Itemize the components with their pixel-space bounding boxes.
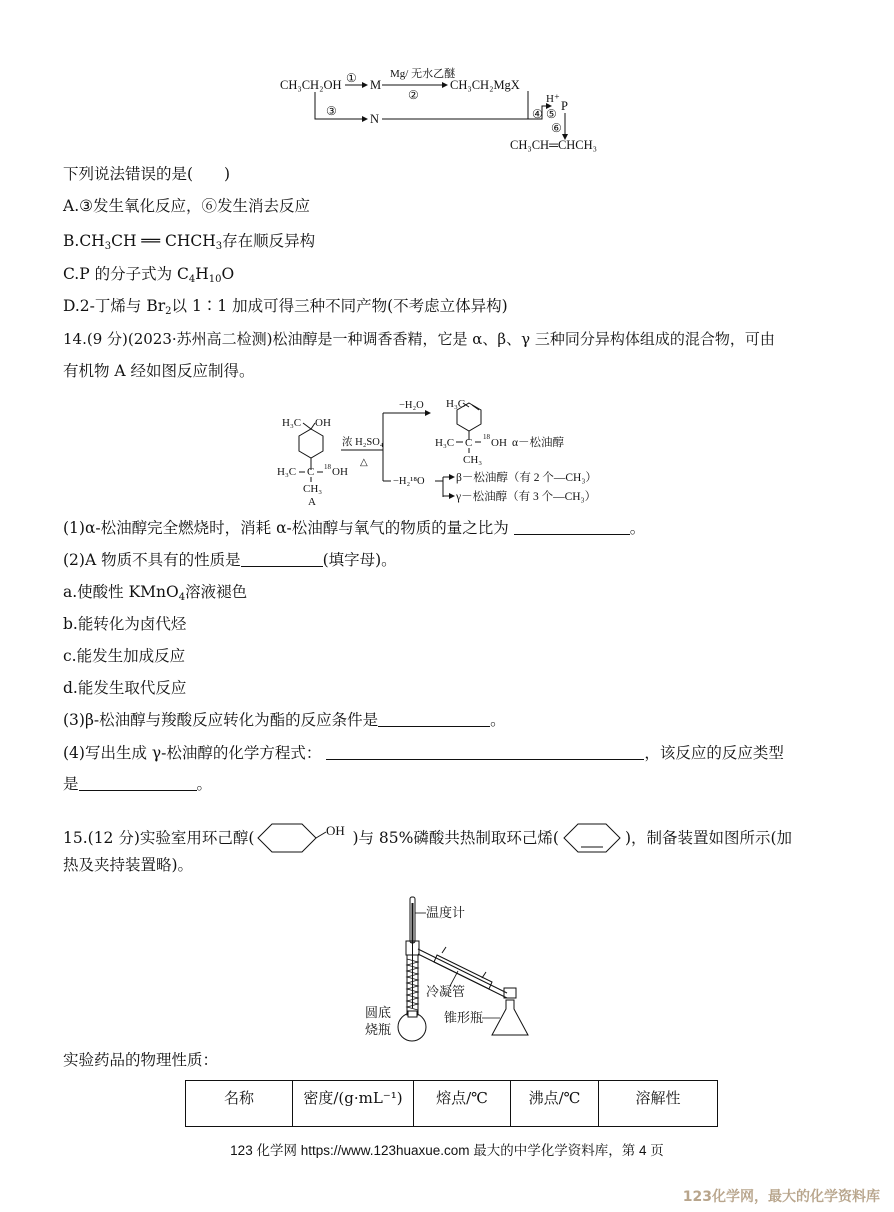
beta-terpineol-label: β－松油醇（有 2 个—CH₃） (456, 472, 597, 484)
page-footer: 123 化学网 https://www.123huaxue.com 最大的中学化学资料库，第 4 页 (230, 1143, 664, 1158)
answer-blank-2[interactable] (241, 550, 323, 567)
svg-text:OH: OH (491, 437, 507, 449)
answer-blank-3[interactable] (378, 710, 490, 727)
step-4-label: ④ (532, 107, 543, 121)
cyclohexanol-structure (254, 821, 352, 855)
alpha-terpineol-label: α－松油醇 (512, 437, 565, 449)
grignard-reagent-condition: Mg/ 无水乙醚 (390, 68, 456, 80)
step-6-label: ⑥ (551, 121, 562, 135)
q13-option-d: D.2-丁烯与 $Br_2$以 1∶1 加成可得三种不同产物(不考虑立体异构) (63, 297, 508, 317)
q13-option-b: $B.CH_3CH$ ══ $CHCH_3$存在顺反异构 (63, 232, 316, 252)
q14-part3: (3)β-松油醇与羧酸反应转化为酯的反应条件是 。 (63, 711, 506, 729)
answer-blank-4[interactable] (326, 743, 644, 760)
compound-A-label: A (308, 496, 316, 508)
step-5-label: ⑤ (546, 107, 557, 121)
q14-part2: (2)A 物质不具有的性质是 (填字母)。 (63, 551, 397, 569)
col-header-name: 名称 (186, 1081, 293, 1127)
col-header-boiling-point: 沸点/℃ (511, 1081, 599, 1127)
q13-prompt: 下列说法错误的是( ) (63, 165, 231, 183)
physical-properties-table (185, 1080, 718, 1127)
q13-option-c: C.P 的分子式为 $C_4H_{10}O$ (63, 265, 235, 285)
q14-stem-line2: 有机物 A 经如图反应制得。 (63, 362, 255, 380)
reaction-scheme-13 (270, 66, 630, 156)
q14-part4: (4)写出生成 γ-松油醇的化学方程式： ，该反应的反应类型 (63, 744, 784, 762)
svg-text:H₃C: H₃C (446, 398, 466, 410)
svg-text:H₃C: H₃C (277, 466, 297, 478)
svg-text:−H₂O: −H₂O (399, 400, 424, 411)
product-2-butene: CH₃CH═CHCH₃ (510, 138, 598, 152)
q15-stem-line1: 15.(12 分)实验室用环己醇( OH )与 85%磷酸共热制取环己烯( )，制备装置如图所示(加 (63, 821, 792, 855)
intermediate-P: P (561, 99, 568, 113)
label-thermometer: 温度计 (426, 905, 466, 920)
condition-conc-h2so4: 浓 H₂SO₄ (342, 437, 384, 448)
svg-text:H₃C: H₃C (282, 417, 302, 429)
label-flask-1: 圆底 (365, 1005, 392, 1020)
q14-option-d: d.能发生取代反应 (63, 679, 187, 697)
acid-condition: H⁺ (546, 93, 560, 105)
svg-text:OH: OH (326, 823, 346, 838)
gamma-terpineol-label: γ－松油醇（有 3 个—CH₃） (456, 491, 597, 503)
props-table-title: 实验药品的物理性质： (63, 1051, 219, 1069)
label-condenser: 冷凝管 (426, 984, 466, 999)
svg-text:CH₃: CH₃ (463, 454, 483, 466)
intermediate-M: M (370, 78, 382, 92)
step-1-label: ① (346, 71, 357, 85)
q14-option-a: a.使酸性 KMnO$_4$溶液褪色 (63, 583, 248, 603)
condition-heat: △ (360, 457, 368, 468)
svg-text:H₃C: H₃C (435, 437, 455, 449)
label-flask-2: 烧瓶 (365, 1022, 392, 1037)
step-2-label: ② (408, 88, 419, 102)
q13-option-a: A.③发生氧化反应，⑥发生消去反应 (63, 197, 311, 215)
q14-option-c: c.能发生加成反应 (63, 647, 186, 665)
cyclohexene-structure (559, 821, 625, 855)
answer-blank-5[interactable] (79, 774, 197, 791)
svg-text:−H₂¹⁸O: −H₂¹⁸O (393, 476, 425, 487)
answer-blank-1[interactable] (514, 518, 630, 535)
col-header-density: 密度/(g·mL⁻¹) (293, 1081, 414, 1127)
label-conical-flask: 锥形瓶 (444, 1010, 484, 1025)
svg-text:OH: OH (315, 417, 331, 429)
svg-text:18: 18 (324, 463, 331, 471)
col-header-solubility: 溶解性 (599, 1081, 718, 1127)
q15-stem-line2: 热及夹持装置略)。 (63, 856, 194, 874)
q14-part1: (1)α-松油醇完全燃烧时，消耗 α-松油醇与氧气的物质的量之比为 。 (63, 519, 646, 537)
svg-text:18: 18 (483, 433, 490, 441)
step-3-label: ③ (326, 104, 337, 118)
svg-text:OH: OH (332, 466, 348, 478)
reaction-scheme-14 (275, 393, 625, 511)
reactant-ethanol: CH₃CH₂OH (280, 78, 342, 92)
distillation-apparatus (362, 893, 542, 1043)
svg-text:CH₃: CH₃ (303, 483, 323, 495)
svg-text:C: C (465, 437, 473, 449)
site-watermark: 123化学网，最大的化学资料库 (682, 1189, 880, 1205)
q14-option-b: b.能转化为卤代烃 (63, 615, 187, 633)
table-header-row (186, 1081, 718, 1127)
q14-part4-line2: 是 。 (63, 775, 213, 793)
svg-text:C: C (307, 466, 315, 478)
q14-stem-line1: 14.(9 分)(2023·苏州高二检测)松油醇是一种调香香精，它是 α、β、γ 三种同分异构体组成的混合物，可由 (63, 330, 775, 348)
grignard-product: CH₃CH₂MgX (450, 78, 520, 92)
intermediate-N: N (370, 112, 380, 126)
col-header-melting-point: 熔点/℃ (414, 1081, 511, 1127)
